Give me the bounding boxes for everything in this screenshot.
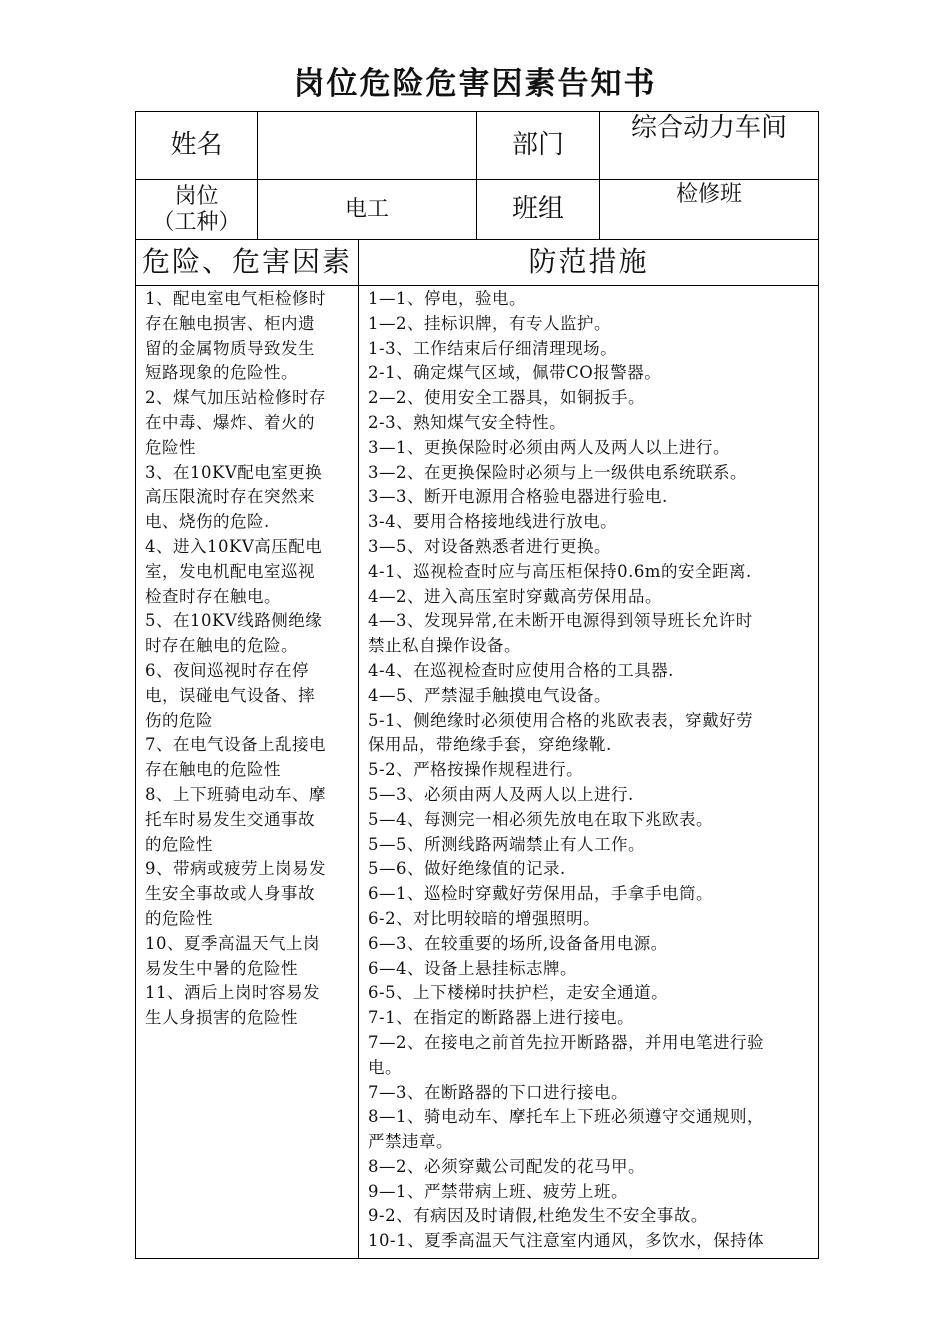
hazard-line: 室，发电机配电室巡视 [145, 561, 315, 581]
measure-line: 8—2、必须穿戴公司配发的花马甲。 [368, 1156, 645, 1176]
measure-line: 保用品，带绝缘手套，穿绝缘靴. [368, 735, 612, 755]
hazard-line: 的危险性 [145, 908, 213, 928]
measure-line: 2—2、使用安全工器具，如铜扳手。 [368, 388, 645, 408]
hazard-line: 时存在触电的危险。 [145, 636, 298, 656]
measure-line: 禁止私自操作设备。 [368, 636, 521, 656]
measure-line: 4—3、发现异常,在未断开电源得到领导班长允许时 [368, 611, 753, 631]
hazard-line: 短路现象的危险性。 [145, 363, 298, 383]
hazard-line: 电、烧伤的危险. [145, 512, 270, 532]
hazard-line: 7、在电气设备上乱接电 [145, 735, 326, 755]
measure-line: 5—3、必须由两人及两人以上进行. [368, 784, 634, 804]
col-divider-main [358, 239, 359, 1259]
measure-line: 1—1、停电，验电。 [368, 289, 526, 308]
measure-line: 10-1、夏季高温天气注意室内通风，多饮水，保持体 [368, 1231, 765, 1251]
hazard-line: 检查时存在触电。 [145, 586, 281, 606]
table-border-right [818, 111, 819, 1259]
hazard-line: 电，误碰电气设备、摔 [145, 685, 315, 705]
post-value: 电工 [344, 196, 389, 222]
team-value: 检修班 [675, 182, 742, 207]
hazard-line: 的危险性 [145, 834, 213, 854]
measure-line: 电。 [368, 1057, 402, 1077]
measure-line: 1-3、工作结束后仔细清理现场。 [368, 338, 618, 358]
measures-header: 防范措施 [528, 245, 649, 279]
hazard-line: 2、煤气加压站检修时存 [145, 388, 326, 408]
hazard-line: 生安全事故或人身事故 [145, 884, 315, 904]
name-value [258, 112, 476, 179]
measure-list [368, 287, 816, 1254]
measure-line: 3—2、在更换保险时必须与上一级供电系统联系。 [368, 462, 747, 482]
hazards-header: 危险、危害因素 [141, 245, 352, 279]
measure-line: 1—2、挂标识牌，有专人监护。 [368, 313, 611, 333]
measure-line: 2-3、熟知煤气安全特性。 [368, 412, 567, 432]
measure-line: 5-1、侧绝缘时必须使用合格的兆欧表表，穿戴好劳 [368, 710, 754, 730]
post-label-line2: （工种） [152, 209, 241, 235]
hazard-line: 易发生中暑的危险性 [145, 958, 298, 978]
measure-line: 6-2、对比明较暗的增强照明。 [368, 908, 601, 928]
measure-line: 3-4、要用合格接地线进行放电。 [368, 512, 618, 532]
department-label: 部门 [511, 129, 564, 160]
notice-table [135, 111, 819, 1259]
row-divider-3 [135, 285, 819, 286]
hazard-line: 11、酒后上岗时容易发 [145, 983, 320, 1003]
hazard-line: 3、在10KV配电室更换 [145, 462, 323, 482]
department-value: 综合动力车间 [630, 113, 787, 143]
hazard-line: 1、配电室电气柜检修时 [145, 289, 326, 308]
hazard-line: 伤的危险 [145, 710, 213, 730]
hazard-line: 危险性 [145, 437, 196, 457]
measure-line: 8—1、骑电动车、摩托车上下班必须遵守交通规则， [368, 1107, 764, 1127]
hazard-line: 存在触电损害、柜内遗 [145, 313, 315, 333]
measure-line: 5—5、所测线路两端禁止有人工作。 [368, 834, 645, 854]
measure-line: 3—5、对设备熟悉者进行更换。 [368, 536, 611, 556]
measure-line: 5—6、做好绝缘值的记录. [368, 859, 566, 879]
hazard-line: 生人身损害的危险性 [145, 1008, 298, 1028]
name-label: 姓名 [170, 129, 223, 160]
hazard-line: 6、夜间巡视时存在停 [145, 660, 309, 680]
measure-line: 9—1、严禁带病上班、疲劳上班。 [368, 1181, 628, 1201]
measure-line: 7—2、在接电之前首先拉开断路器，并用电笔进行验 [368, 1032, 764, 1052]
hazard-line: 高压限流时存在突然来 [145, 487, 315, 507]
measure-line: 6—1、巡检时穿戴好劳保用品，手拿手电筒。 [368, 884, 713, 904]
hazard-line: 8、上下班骑电动车、摩 [145, 784, 326, 804]
hazard-line: 9、带病或疲劳上岗易发 [145, 859, 326, 879]
measure-line: 6—4、设备上悬挂标志牌。 [368, 958, 577, 978]
hazard-line: 5、在10KV线路侧绝缘 [145, 611, 323, 631]
measure-line: 3—3、断开电源用合格验电器进行验电. [368, 487, 668, 507]
measure-line: 7—3、在断路器的下口进行接电。 [368, 1082, 628, 1102]
measure-line: 6—3、在较重要的场所,设备备用电源。 [368, 933, 668, 953]
hazard-line: 10、夏季高温天气上岗 [145, 933, 320, 953]
measure-line: 5-2、严格按操作规程进行。 [368, 760, 584, 780]
measure-line: 3—1、更换保险时必须由两人及两人以上进行。 [368, 437, 730, 457]
measure-line: 6-5、上下楼梯时扶护栏，走安全通道。 [368, 983, 669, 1003]
hazard-line: 留的金属物质导致发生 [145, 338, 315, 358]
hazard-line: 在中毒、爆炸、着火的 [145, 412, 315, 432]
team-label: 班组 [511, 193, 564, 224]
measure-line: 4—2、进入高压室时穿戴高劳保用品。 [368, 586, 662, 606]
measure-line: 2-1、确定煤气区域，佩带CO报警器。 [368, 363, 662, 383]
post-label [136, 180, 257, 239]
measure-line: 9-2、有病因及时请假,杜绝发生不安全事故。 [368, 1206, 708, 1226]
document-title: 岗位危险危害因素告知书 [293, 66, 657, 102]
measure-line: 7-1、在指定的断路器上进行接电。 [368, 1008, 635, 1028]
hazard-list [145, 287, 355, 1031]
measure-line: 严禁违章。 [368, 1132, 453, 1152]
measure-line: 4—5、严禁湿手触摸电气设备。 [368, 685, 611, 705]
hazard-line: 存在触电的危险性 [145, 760, 281, 780]
table-border-bottom [135, 1258, 819, 1259]
hazard-line: 4、进入10KV高压配电 [145, 536, 323, 556]
measure-line: 5—4、每测完一相必须先放电在取下兆欧表。 [368, 809, 713, 829]
measure-line: 4-1、巡视检查时应与高压柜保持0.6m的安全距离. [368, 561, 752, 581]
post-label-line1: 岗位 [174, 184, 219, 210]
hazard-line: 托车时易发生交通事故 [145, 809, 315, 829]
measure-line: 4-4、在巡视检查时应使用合格的工具器. [368, 660, 674, 680]
